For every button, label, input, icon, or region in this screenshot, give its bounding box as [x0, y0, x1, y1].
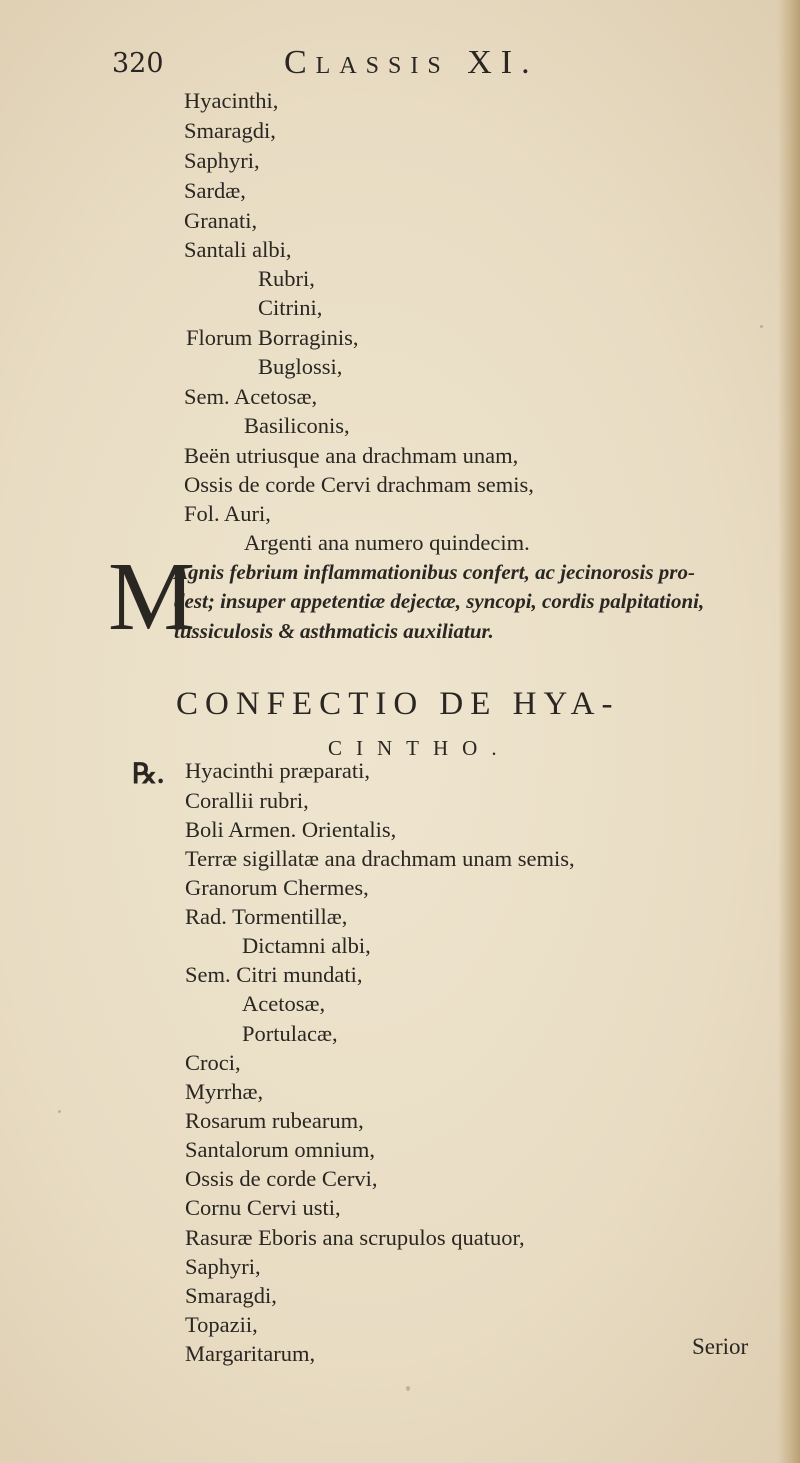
- ingredient-line: Basiliconis,: [244, 413, 350, 438]
- ingredient-line: Smaragdi,: [185, 1283, 277, 1308]
- ingredient-line: Rasuræ Eboris ana scrupulos quatuor,: [185, 1225, 525, 1250]
- ingredient-line: Terræ sigillatæ ana drachmam unam semis,: [185, 846, 575, 871]
- ingredient-line: Myrrhæ,: [185, 1079, 264, 1104]
- page-number: 320: [112, 48, 164, 79]
- ingredient-line: Ossis de corde Cervi drachmam semis,: [184, 472, 534, 497]
- ingredient-line: Florum Borraginis,: [186, 325, 359, 350]
- ingredient-line: Smaragdi,: [184, 118, 276, 143]
- ingredient-line: Sardæ,: [184, 178, 246, 203]
- ingredient-line: Sem. Acetosæ,: [184, 384, 318, 409]
- drop-cap: M: [108, 543, 196, 651]
- recipe-symbol: ℞.: [132, 759, 165, 790]
- ingredient-line: Santalorum omnium,: [185, 1137, 375, 1162]
- ingredient-line: Croci,: [185, 1050, 241, 1075]
- section-subtitle: CINTHO.: [328, 736, 511, 760]
- paragraph-line: dest; insuper appetentiæ dejectæ, syncopi, cordis palpitationi,: [174, 589, 705, 613]
- ingredient-line: Dictamni albi,: [242, 933, 371, 958]
- ingredient-line: Santali albi,: [184, 237, 292, 262]
- ingredient-line: Citrini,: [258, 295, 323, 320]
- ingredient-line: Fol. Auri,: [184, 501, 271, 526]
- section-title: CONFECTIO DE HYA-: [176, 686, 620, 722]
- ingredient-line: Saphyri,: [184, 148, 260, 173]
- ingredient-line: Portulacæ,: [242, 1021, 338, 1046]
- ingredient-line: Hyacinthi præparati,: [185, 758, 370, 783]
- ingredient-line: Rosarum rubearum,: [185, 1108, 364, 1133]
- catchword: Serior: [692, 1334, 749, 1359]
- ingredient-line: Beën utriusque ana drachmam unam,: [184, 443, 519, 468]
- paragraph-line: Agnis febrium inflammationibus confert, ac jecinorosis pro-: [174, 560, 695, 584]
- page-header: [112, 44, 652, 84]
- running-head: Classis XI.: [284, 44, 539, 81]
- paper-speck: [406, 1386, 410, 1391]
- ingredient-line: Acetosæ,: [242, 991, 326, 1016]
- ingredient-line: Argenti ana numero quindecim.: [244, 530, 530, 555]
- ingredient-line: Cornu Cervi usti,: [185, 1195, 341, 1220]
- ingredient-line: Granati,: [184, 208, 258, 233]
- paragraph-line: tussiculosis & asthmaticis auxiliatur.: [174, 619, 494, 643]
- ingredient-line: Ossis de corde Cervi,: [185, 1166, 378, 1191]
- ingredient-line: Saphyri,: [185, 1254, 261, 1279]
- ingredient-line: Boli Armen. Orientalis,: [185, 817, 397, 842]
- ingredient-line: Corallii rubri,: [185, 788, 309, 813]
- ingredient-line: Margaritarum,: [185, 1341, 316, 1366]
- ingredient-line: Topazii,: [185, 1312, 258, 1337]
- ingredient-line: Hyacinthi,: [184, 88, 279, 113]
- ingredient-line: Buglossi,: [258, 354, 343, 379]
- ingredient-line: Rad. Tormentillæ,: [185, 904, 348, 929]
- paper-speck: [760, 325, 763, 328]
- paper-speck: [58, 1110, 61, 1113]
- ingredient-line: Sem. Citri mundati,: [185, 962, 363, 987]
- ingredient-line: Granorum Chermes,: [185, 875, 369, 900]
- page-edge-shadow: [778, 0, 800, 1463]
- ingredient-line: Rubri,: [258, 266, 315, 291]
